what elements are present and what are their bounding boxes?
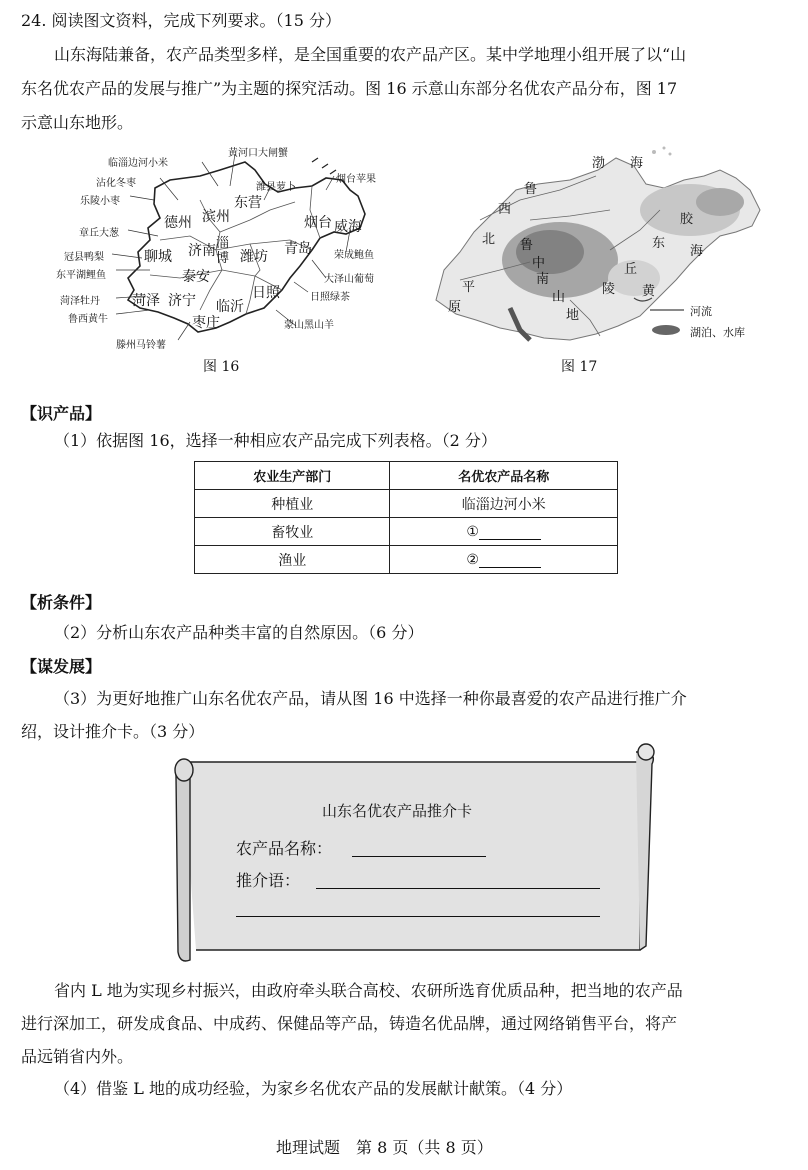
terrain-label: 北: [482, 232, 496, 247]
page-footer: 地理试题 第 8 页（共 8 页）: [276, 1138, 493, 1157]
passage-line-1: 省内 L 地为实现乡村振兴，由政府牵头联合高校、农研所选育优质品种，把当地的农产品: [54, 981, 683, 1000]
card-name-blank[interactable]: [352, 856, 486, 857]
terrain-label: 南: [536, 272, 550, 287]
city-label: 威海: [334, 219, 362, 235]
table-row: [195, 546, 618, 574]
intro-line-3: 示意山东地形。: [21, 113, 134, 132]
terrain-label: 海: [690, 244, 704, 259]
table-row: [195, 490, 618, 518]
city-label: 烟台: [304, 215, 332, 231]
recommendation-card: [170, 740, 660, 972]
figure-16-caption: 图 16: [203, 359, 240, 375]
legend-river-label: 河流: [690, 305, 712, 318]
product-label: 东平湖鲤鱼: [56, 270, 106, 281]
product-label: 日照绿茶: [310, 292, 350, 303]
intro-line-1: 山东海陆兼备，农产品类型多样，是全国重要的农产品产区。某中学地理小组开展了以“山: [54, 45, 687, 64]
terrain-label: 渤: [592, 156, 606, 171]
terrain-label: 鲁: [520, 238, 534, 253]
city-label: 滨州: [202, 209, 230, 225]
figure-17-caption: 图 17: [561, 359, 598, 375]
city-label: 日照: [252, 285, 280, 301]
card-title: 山东名优农产品推介卡: [322, 802, 473, 820]
terrain-label: 陵: [602, 282, 616, 297]
product-label: 鲁西黄牛: [68, 314, 108, 325]
product-label: 滕州马铃薯: [116, 340, 166, 351]
city-label: 临沂: [216, 299, 244, 315]
table-cell: 种植业: [195, 490, 390, 518]
product-label: 乐陵小枣: [80, 196, 120, 207]
table-cell-blank: [390, 546, 618, 574]
card-recommend-label: 推介语：: [236, 871, 301, 890]
terrain-label: 丘: [624, 262, 638, 277]
city-label: 济南: [188, 243, 216, 259]
city-label: 菏泽: [132, 293, 160, 309]
city-label: 济宁: [168, 293, 196, 309]
section-title-develop: 【谋发展】: [21, 657, 102, 676]
question-header: 24. 阅读图文资料，完成下列要求。（15 分）: [21, 11, 341, 30]
table-header-row: [195, 462, 618, 490]
product-label: 沾化冬枣: [96, 178, 136, 189]
terrain-label: 地: [566, 308, 580, 323]
product-table: [194, 461, 618, 574]
city-label: 枣庄: [192, 315, 220, 331]
question-3-line-2: 绍，设计推介卡。（3 分）: [21, 722, 205, 741]
table-cell: 临淄边河小米: [390, 490, 618, 518]
product-label: 黄河口大闸蟹: [228, 148, 288, 159]
table-row: [195, 518, 618, 546]
table-cell-blank: [390, 518, 618, 546]
table-header: 农业生产部门: [195, 462, 390, 490]
passage-line-2: 进行深加工，研发成食品、中成药、保健品等产品，铸造名优品牌，通过网络销售平台，将产: [21, 1014, 678, 1033]
card-recommend-blank[interactable]: [316, 888, 600, 889]
blank-marker: ①: [466, 523, 479, 540]
terrain-map: [420, 140, 790, 350]
city-label: 德州: [164, 215, 192, 231]
question-3-line-1: （3）为更好地推广山东名优农产品，请从图 16 中选择一种你最喜爱的农产品进行推广介: [54, 689, 687, 708]
card-name-label: 农产品名称：: [236, 839, 333, 858]
question-2: （2）分析山东农产品种类丰富的自然原因。（6 分）: [54, 623, 424, 642]
product-label: 大泽山葡萄: [324, 274, 374, 285]
product-label: 临淄边河小米: [108, 158, 168, 169]
answer-blank[interactable]: [479, 525, 541, 540]
city-label: 泰安: [182, 269, 210, 285]
product-label: 荣成鲍鱼: [334, 250, 374, 261]
intro-line-2: 东名优农产品的发展与推广”为主题的探究活动。图 16 示意山东部分名优农产品分布，图 17: [21, 79, 678, 98]
table-cell: 畜牧业: [195, 518, 390, 546]
blank-marker: ②: [466, 551, 479, 568]
terrain-label: 平: [462, 280, 476, 295]
terrain-label: 西: [498, 202, 512, 217]
question-1: （1）依据图 16，选择一种相应农产品完成下列表格。（2 分）: [54, 431, 497, 450]
city-label: 东营: [234, 195, 262, 211]
product-label: 蒙山黑山羊: [284, 320, 334, 331]
terrain-label: 原: [448, 300, 462, 315]
product-label: 菏泽牡丹: [60, 296, 100, 307]
table-cell: 渔业: [195, 546, 390, 574]
answer-blank[interactable]: [479, 553, 541, 568]
terrain-label: 山: [552, 290, 566, 305]
product-label: 冠县鸭梨: [64, 252, 104, 263]
figure-17-map: [420, 140, 790, 350]
product-label: 章丘大葱: [79, 228, 119, 239]
terrain-label: 东: [652, 236, 666, 251]
terrain-label: 黄: [642, 284, 656, 299]
terrain-label: 中: [532, 256, 546, 271]
product-label: 潍县萝卜: [256, 182, 296, 193]
passage-line-3: 品远销省内外。: [21, 1047, 134, 1066]
city-label: 淄博: [216, 236, 230, 266]
card-recommend-blank-2[interactable]: [236, 916, 600, 917]
legend-lake-label: 湖泊、水库: [690, 326, 745, 339]
question-4: （4）借鉴 L 地的成功经验，为家乡名优农产品的发展献计献策。（4 分）: [54, 1079, 573, 1098]
city-label: 聊城: [144, 249, 172, 265]
city-label: 青岛: [284, 241, 312, 257]
section-title-identify: 【识产品】: [21, 404, 102, 423]
figure-16-map: [50, 140, 400, 355]
terrain-label: 胶: [680, 212, 694, 227]
product-label: 烟台苹果: [336, 174, 376, 185]
city-label: 潍坊: [240, 249, 268, 265]
terrain-label: 鲁: [524, 182, 538, 197]
section-title-analyze: 【析条件】: [21, 593, 102, 612]
terrain-label: 海: [630, 156, 644, 171]
table-header: 名优农产品名称: [390, 462, 618, 490]
